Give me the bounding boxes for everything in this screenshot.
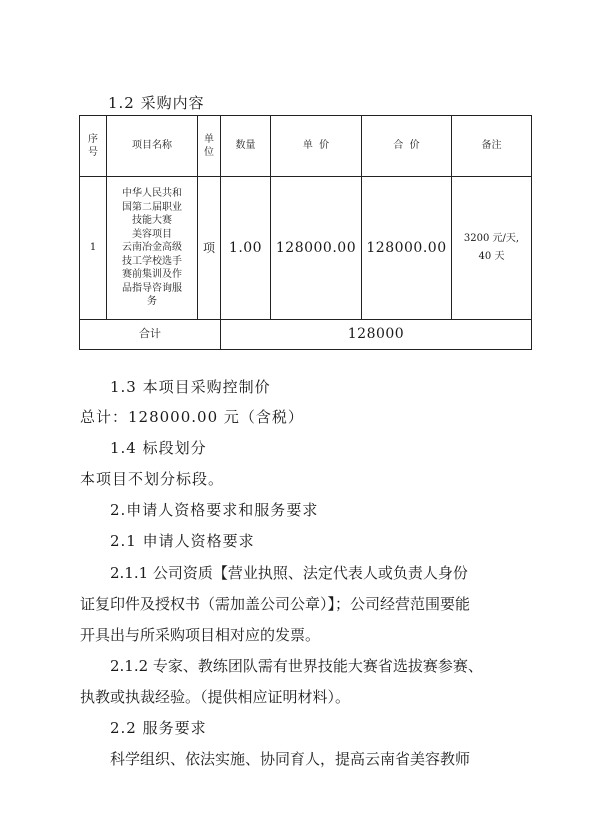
paragraph-2-1-1: 2.1.1 公司资质【营业执照、法定代表人或负责人身份 证复印件及授权书（需加盖公司公章）】；公司经营范围要能 开具出与所采购项目相对应的发票。 (80, 564, 471, 644)
paragraph-2-1-2: 2.1.2 专家、教练团队需有世界技能大赛省选拔赛参赛、 执教或执裁经验。（提供相应证明材料）。 (80, 657, 483, 706)
procurement-table (79, 115, 532, 350)
cell-unit-price: 128000.00 (271, 177, 362, 320)
section-heading-1-3: 1.3 本项目采购控制价 (110, 378, 271, 396)
section-heading-2-1: 2.1 申请人资格要求 (110, 532, 255, 550)
header-project-name: 项目名称 (107, 116, 198, 177)
no-lot-division-text: 本项目不划分标段。 (80, 470, 225, 488)
header-total-price: 合 价 (362, 116, 452, 177)
cell-total-price: 128000.00 (362, 177, 452, 320)
cell-quantity: 1.00 (221, 177, 271, 320)
table-header-row (80, 116, 532, 177)
cell-note: 3200 元/天, 40 天 (452, 177, 532, 320)
total-value: 128000 (221, 320, 532, 350)
header-unit: 单 位 (198, 116, 221, 177)
section-heading-2-2: 2.2 服务要求 (110, 719, 207, 737)
table-total-row (80, 320, 532, 350)
header-quantity: 数量 (221, 116, 271, 177)
section-heading-1-4: 1.4 标段划分 (110, 439, 207, 457)
total-control-price: 总计：128000.00 元（含税） (80, 408, 304, 426)
cell-seq: 1 (80, 177, 107, 320)
table-row (80, 177, 532, 320)
paragraph-2-2: 科学组织、依法实施、协同育人，提高云南省美容教师 (110, 750, 471, 768)
section-heading-2: 2.申请人资格要求和服务要求 (110, 501, 319, 519)
header-unit-price: 单 价 (271, 116, 362, 177)
cell-project-name: 中华人民共和 国第二届职业 技能大赛 美容项目 云南冶金高级 技工学校选手 赛前集训及作 品指导咨询服 务 (107, 177, 198, 320)
header-note: 备注 (452, 116, 532, 177)
section-heading-1-2: 1.2 采购内容 (108, 94, 205, 112)
total-label: 合计 (80, 320, 221, 350)
cell-unit: 项 (198, 177, 221, 320)
header-seq: 序 号 (80, 116, 107, 177)
